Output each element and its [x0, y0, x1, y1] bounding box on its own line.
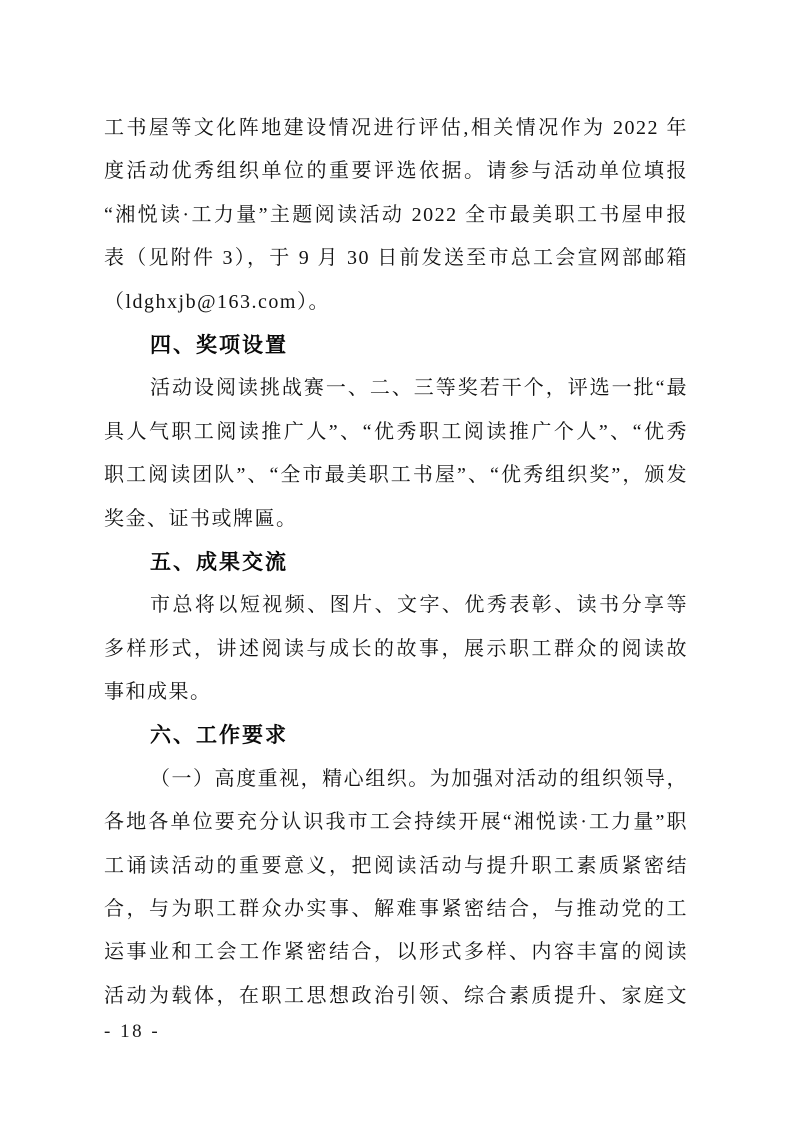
page-number: - 18 - [104, 1021, 161, 1042]
requirements-item1-line-1 [104, 758, 688, 801]
requirements-item1-lead: （一）高度重视，精心组织。 [150, 767, 430, 790]
document-body [104, 107, 688, 1018]
requirements-line-2: 各地各单位要充分认识我市工会持续开展“湘悦读·工力量”职 [104, 811, 688, 834]
intro-line-4: 表（见附件 3），于 9 月 30 日前发送至市总工会宣网部邮箱 [104, 247, 688, 270]
requirements-line-4: 合，与为职工群众办实事、解难事紧密结合，与推动党的工 [104, 898, 688, 921]
requirements-line-3: 工诵读活动的重要意义，把阅读活动与提升职工素质紧密结 [104, 854, 688, 877]
intro-line-1: 工书屋等文化阵地建设情况进行评估,相关情况作为 2022 年 [104, 117, 688, 139]
section-heading-exchange: 五、成果交流 [150, 550, 288, 574]
intro-line-5-email: （ldghxjb@163.com）。 [104, 290, 330, 313]
awards-line-2: 具人气职工阅读推广人”、“优秀职工阅读推广个人”、“优秀 [104, 420, 688, 443]
awards-line-1: 活动设阅读挑战赛一、二、三等奖若干个，评选一批“最 [150, 377, 688, 400]
exchange-line-1: 市总将以短视频、图片、文字、优秀表彰、读书分享等 [150, 594, 688, 617]
intro-line-2: 度活动优秀组织单位的重要评选依据。请参与活动单位填报 [104, 160, 688, 183]
requirements-item1-rest: 为加强对活动的组织领导， [429, 767, 688, 790]
section-heading-awards: 四、奖项设置 [150, 333, 288, 357]
requirements-line-5: 运事业和工会工作紧密结合，以形式多样、内容丰富的阅读 [104, 941, 688, 964]
awards-line-4: 奖金、证书或牌匾。 [104, 507, 298, 530]
requirements-line-6: 活动为载体，在职工思想政治引领、综合素质提升、家庭文 [104, 984, 688, 1007]
exchange-line-2: 多样形式，讲述阅读与成长的故事，展示职工群众的阅读故 [104, 637, 688, 660]
section-heading-requirements: 六、工作要求 [150, 724, 288, 748]
intro-line-3: “湘悦读·工力量”主题阅读活动 2022 全市最美职工书屋申报 [104, 203, 688, 226]
awards-line-3: 职工阅读团队”、“全市最美职工书屋”、“优秀组织奖”，颁发 [104, 464, 688, 487]
exchange-line-3: 事和成果。 [104, 681, 212, 704]
